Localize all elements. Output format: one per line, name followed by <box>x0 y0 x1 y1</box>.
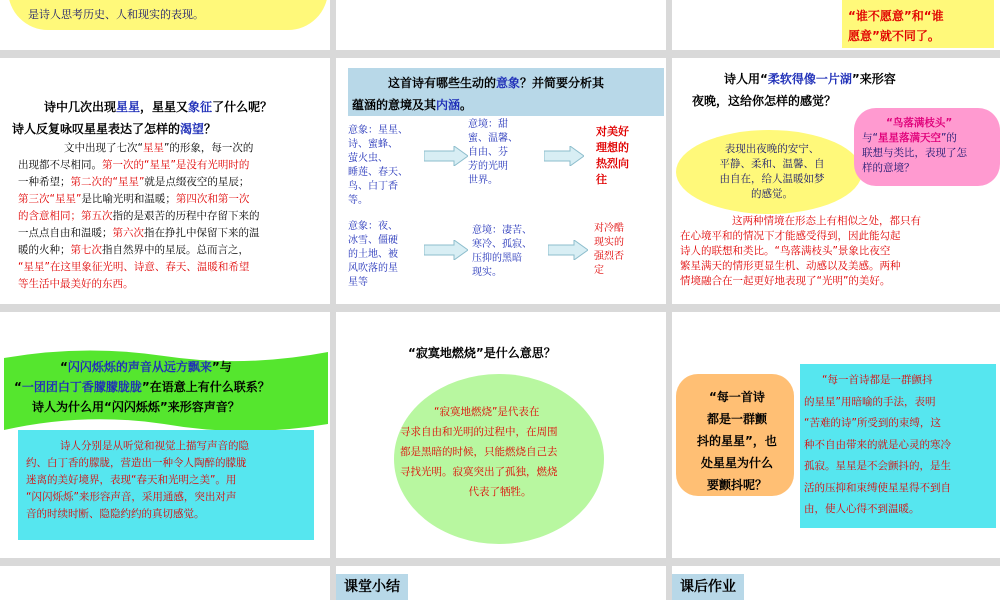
slide-panel-10 <box>0 566 330 600</box>
panel-1-text: 是诗人思考历史、人和现实的表现。 <box>28 8 204 21</box>
ans-text: 一种希望； <box>18 176 71 188</box>
list-line: 冰雪、僵硬 <box>348 235 398 246</box>
q-line: 抖的星星”，也 <box>697 434 777 448</box>
sound-question-line-2 <box>14 378 270 395</box>
sound-answer <box>26 438 312 523</box>
bubble-text <box>862 116 998 176</box>
q-keyword: 一团团白丁香朦朦胧胧 <box>21 380 142 394</box>
slide-panel-12 <box>672 566 1000 600</box>
homework-title: 课后作业 <box>672 574 744 600</box>
list-line: 现实的 <box>594 237 624 248</box>
list-line: 强烈否 <box>594 251 624 262</box>
arrow-right-icon <box>548 240 588 260</box>
list-line: 理想的 <box>596 141 629 154</box>
list-line: 芳的光明 <box>468 161 508 172</box>
burning-answer <box>400 402 600 502</box>
list-line: 的土地、被 <box>348 249 398 260</box>
list-line: 自由、芬 <box>468 147 508 158</box>
list-line: 定 <box>594 265 604 276</box>
ans-line: 由，使人心得不到温暖。 <box>804 503 920 515</box>
ans-line: “闪闪烁烁”来形容声音，采用通感，突出对声 <box>26 491 237 503</box>
q-text: ”与 <box>211 360 232 374</box>
q-text: “ <box>14 380 22 394</box>
list-line: 意境：凄苦、 <box>472 225 532 236</box>
ans-line: 情境融合在一起更好地表现了“光明”的美好。 <box>680 275 891 287</box>
ans-text: 是比喻光明和温暖； <box>81 193 176 205</box>
bubble-line: ”的 <box>940 132 957 144</box>
star-question-1 <box>44 98 272 115</box>
ans-line: 音的时续时断、隐隐约约的真切感觉。 <box>26 508 205 520</box>
panel-3-line-2: 愿意”就不同了。 <box>848 29 940 43</box>
ans-red: “星星”在这里象征光明、诗意、春天、温暖和希望 <box>18 261 250 273</box>
ans-line: 代表了牺牲。 <box>468 486 532 498</box>
list-line: 意象：夜、 <box>348 221 398 232</box>
ans-line: 诗人的联想和类比。“鸟落满枝头”景象比夜空 <box>680 245 891 257</box>
ans-line: 种不自由带来的就是心灵的寒冷 <box>804 438 951 451</box>
ans-red: 第七次 <box>70 244 102 256</box>
ans-line: 寻求自由和光明的过程中，在周围 <box>400 426 558 438</box>
q-keyword: 象征 <box>188 100 213 114</box>
ans-line: “每一首诗都是一群颤抖 <box>822 374 933 386</box>
ans-line: 活的压抑和束缚使星星得不到自 <box>804 481 951 494</box>
ans-line: “苦难的诗”所受到的束缚，这 <box>804 417 941 429</box>
q-text: 诗中几次出现 <box>44 100 117 114</box>
list-line: 蜜、温馨、 <box>468 133 518 144</box>
slide-panel-4 <box>0 58 330 304</box>
sound-question-line-3: 诗人为什么用“闪闪烁烁”来形容声音？ <box>32 400 240 414</box>
slide-panel-9 <box>672 312 1000 558</box>
lake-answer <box>680 214 1000 289</box>
ans-text: ”的形象，每一次的 <box>163 142 254 154</box>
list-line: 意境：甜 <box>468 119 508 130</box>
star-question-2 <box>12 120 216 137</box>
ans-red: 第二次的“星星” <box>70 176 145 188</box>
q-text: 诗人反复咏叹星星表达了怎样的 <box>12 122 181 136</box>
q-line: 处星星为什么 <box>700 456 773 470</box>
ans-red: 第六次 <box>112 227 144 239</box>
slide-panel-5 <box>336 58 666 304</box>
bubble-line: 样的意境？ <box>862 162 915 174</box>
ans-red: 星星 <box>142 142 164 154</box>
ans-red: 第一次的“星星”是没有光明时的 <box>102 159 250 171</box>
ans-red: 第五次 <box>81 210 113 222</box>
bubble-line: “鸟落满枝头” <box>886 117 953 129</box>
ans-line: 的星星”用暗喻的手法，表明 <box>804 395 936 408</box>
list-line: 意象：星星、 <box>348 125 408 136</box>
q-line: 要颤抖呢？ <box>706 478 767 492</box>
ans-line: 约、白丁香的朦胧，营造出一种令人陶醉的朦胧 <box>26 457 247 469</box>
q-text: ”来形容 <box>851 72 896 86</box>
q-keyword: 意象 <box>496 76 521 90</box>
ans-line: 这两种情境在形态上有相似之处，都只有 <box>732 215 921 227</box>
q-text: 诗人用“ <box>724 72 768 86</box>
list-line: 现实。 <box>472 267 502 278</box>
imagery-list-1 <box>348 124 408 208</box>
cloud-line: 的感觉。 <box>751 188 793 200</box>
cloud-text <box>702 142 842 202</box>
ans-line: 繁星满天的情形更显生机、动感以及美感。两种 <box>680 260 901 272</box>
q-text: 了什么呢？ <box>212 100 273 114</box>
ans-text: 出现都不尽相同。 <box>18 159 102 171</box>
list-line: 往 <box>596 173 607 186</box>
list-line: 对冷酷 <box>594 223 624 234</box>
sound-question-line-1 <box>60 358 232 375</box>
tremble-answer <box>804 370 994 521</box>
q-keyword: 渴望 <box>180 122 205 136</box>
slide-panel-6 <box>672 58 1000 304</box>
lake-question-line-1 <box>724 70 896 87</box>
bubble-line: 与“ <box>862 132 878 144</box>
list-line: 诗、蜜蜂、 <box>348 139 398 150</box>
star-answer <box>18 140 326 293</box>
burning-question: “寂寞地燃烧”是什么意思？ <box>408 346 556 360</box>
ans-text: 指自然界中的星辰。总而言之， <box>102 244 249 256</box>
ans-red: 第四次和第一次 <box>175 193 250 205</box>
q-line: 都是一群颤 <box>706 412 767 426</box>
ans-line: 诗人分别是从听觉和视觉上描写声音的隐 <box>60 440 249 452</box>
list-line: 星等 <box>348 277 368 288</box>
slide-panel-1 <box>0 0 330 50</box>
panel-3-line-1: “谁不愿意”和“谁 <box>848 9 944 23</box>
slide-panel-2 <box>336 0 666 50</box>
list-line: 寒冷、孤寂、 <box>472 239 532 250</box>
tremble-question <box>682 386 792 496</box>
ans-red: 第三次“星星” <box>18 193 82 205</box>
ans-red: 等生活中最美好的东西。 <box>18 278 134 290</box>
q-keyword: 闪闪烁烁的声音从远方飘来 <box>67 360 212 374</box>
ans-line: “寂寞地燃烧”是代表在 <box>434 406 540 418</box>
bubble-line: 联想与类比，表现了怎 <box>862 147 967 159</box>
ans-line: 迷离的美好境界，表现“春天和光明之美”。用 <box>26 474 237 486</box>
ans-text: 一点点自由和温暖； <box>18 227 113 239</box>
slide-panel-7 <box>0 312 330 558</box>
bubble-keyword: 星星落满天空 <box>877 132 941 144</box>
class-summary-title: 课堂小结 <box>336 574 408 600</box>
ans-line: 在心境平和的情况下才能感受得到，因此能勾起 <box>680 230 901 242</box>
arrow-right-icon <box>424 240 468 260</box>
result-list-2 <box>594 222 624 278</box>
q-text: 这首诗有哪些生动的 <box>388 76 497 90</box>
result-list-1 <box>596 124 629 188</box>
q-text: 蕴涵的意境及其 <box>352 98 437 112</box>
q-text: ？ <box>204 122 217 136</box>
lake-question-line-2: 夜晚，这给你怎样的感觉？ <box>692 94 837 108</box>
ans-line: 寻找光明。寂寞突出了孤独，燃烧 <box>400 466 558 478</box>
ans-line: 孤寂。星星是不会颤抖的，是生 <box>804 460 951 472</box>
ans-red: 的含意相同； <box>18 210 81 222</box>
ans-text: 指在挣扎中保留下来的温 <box>144 227 260 239</box>
imagery-question-line-1 <box>388 74 604 91</box>
q-keyword: 柔软得像一片湖 <box>767 72 852 86</box>
q-text: ？并简要分析其 <box>520 76 605 90</box>
slide-panel-11 <box>336 566 666 600</box>
slide-panel-8 <box>336 312 666 558</box>
list-line: 等。 <box>348 195 368 206</box>
q-text: 。 <box>460 98 473 112</box>
cloud-line: 由自在，给人温暖如梦 <box>719 173 825 185</box>
cloud-line: 平静、柔和、温馨、自 <box>719 158 825 170</box>
q-line: “每一首诗 <box>709 390 765 404</box>
imagery-question-line-2 <box>352 96 472 113</box>
cloud-line: 表现出夜晚的安宁、 <box>724 143 820 155</box>
arrow-right-icon <box>424 146 468 166</box>
q-text: ，星星又 <box>140 100 189 114</box>
ans-text: 暖的火种； <box>18 244 71 256</box>
q-keyword: 内涵 <box>436 98 461 112</box>
list-line: 对美好 <box>596 125 629 138</box>
list-line: 风吹落的星 <box>348 263 398 274</box>
list-line: 睡莲、春天、 <box>348 167 408 178</box>
arrow-right-icon <box>544 146 584 166</box>
mood-list-1 <box>468 118 518 188</box>
q-text: “ <box>60 360 68 374</box>
ans-text: 文中出现了七次“ <box>64 142 143 154</box>
slide-panel-3 <box>672 0 1000 50</box>
ans-text: 就是点缀夜空的星辰； <box>144 176 250 188</box>
list-line: 萤火虫、 <box>348 153 388 164</box>
ans-line: 都是黑暗的时候，只能燃烧自己去 <box>400 446 558 458</box>
mood-list-2 <box>472 224 532 280</box>
list-line: 世界。 <box>468 175 498 186</box>
list-line: 热烈向 <box>596 157 629 170</box>
q-text: ”在语意上有什么联系？ <box>141 380 270 394</box>
list-line: 鸟、白丁香 <box>348 181 398 192</box>
list-line: 压抑的黑暗 <box>472 253 522 264</box>
q-keyword: 星星 <box>116 100 141 114</box>
imagery-list-2 <box>348 220 398 290</box>
ans-text: 指的是艰苦的历程中存留下来的 <box>112 210 260 222</box>
